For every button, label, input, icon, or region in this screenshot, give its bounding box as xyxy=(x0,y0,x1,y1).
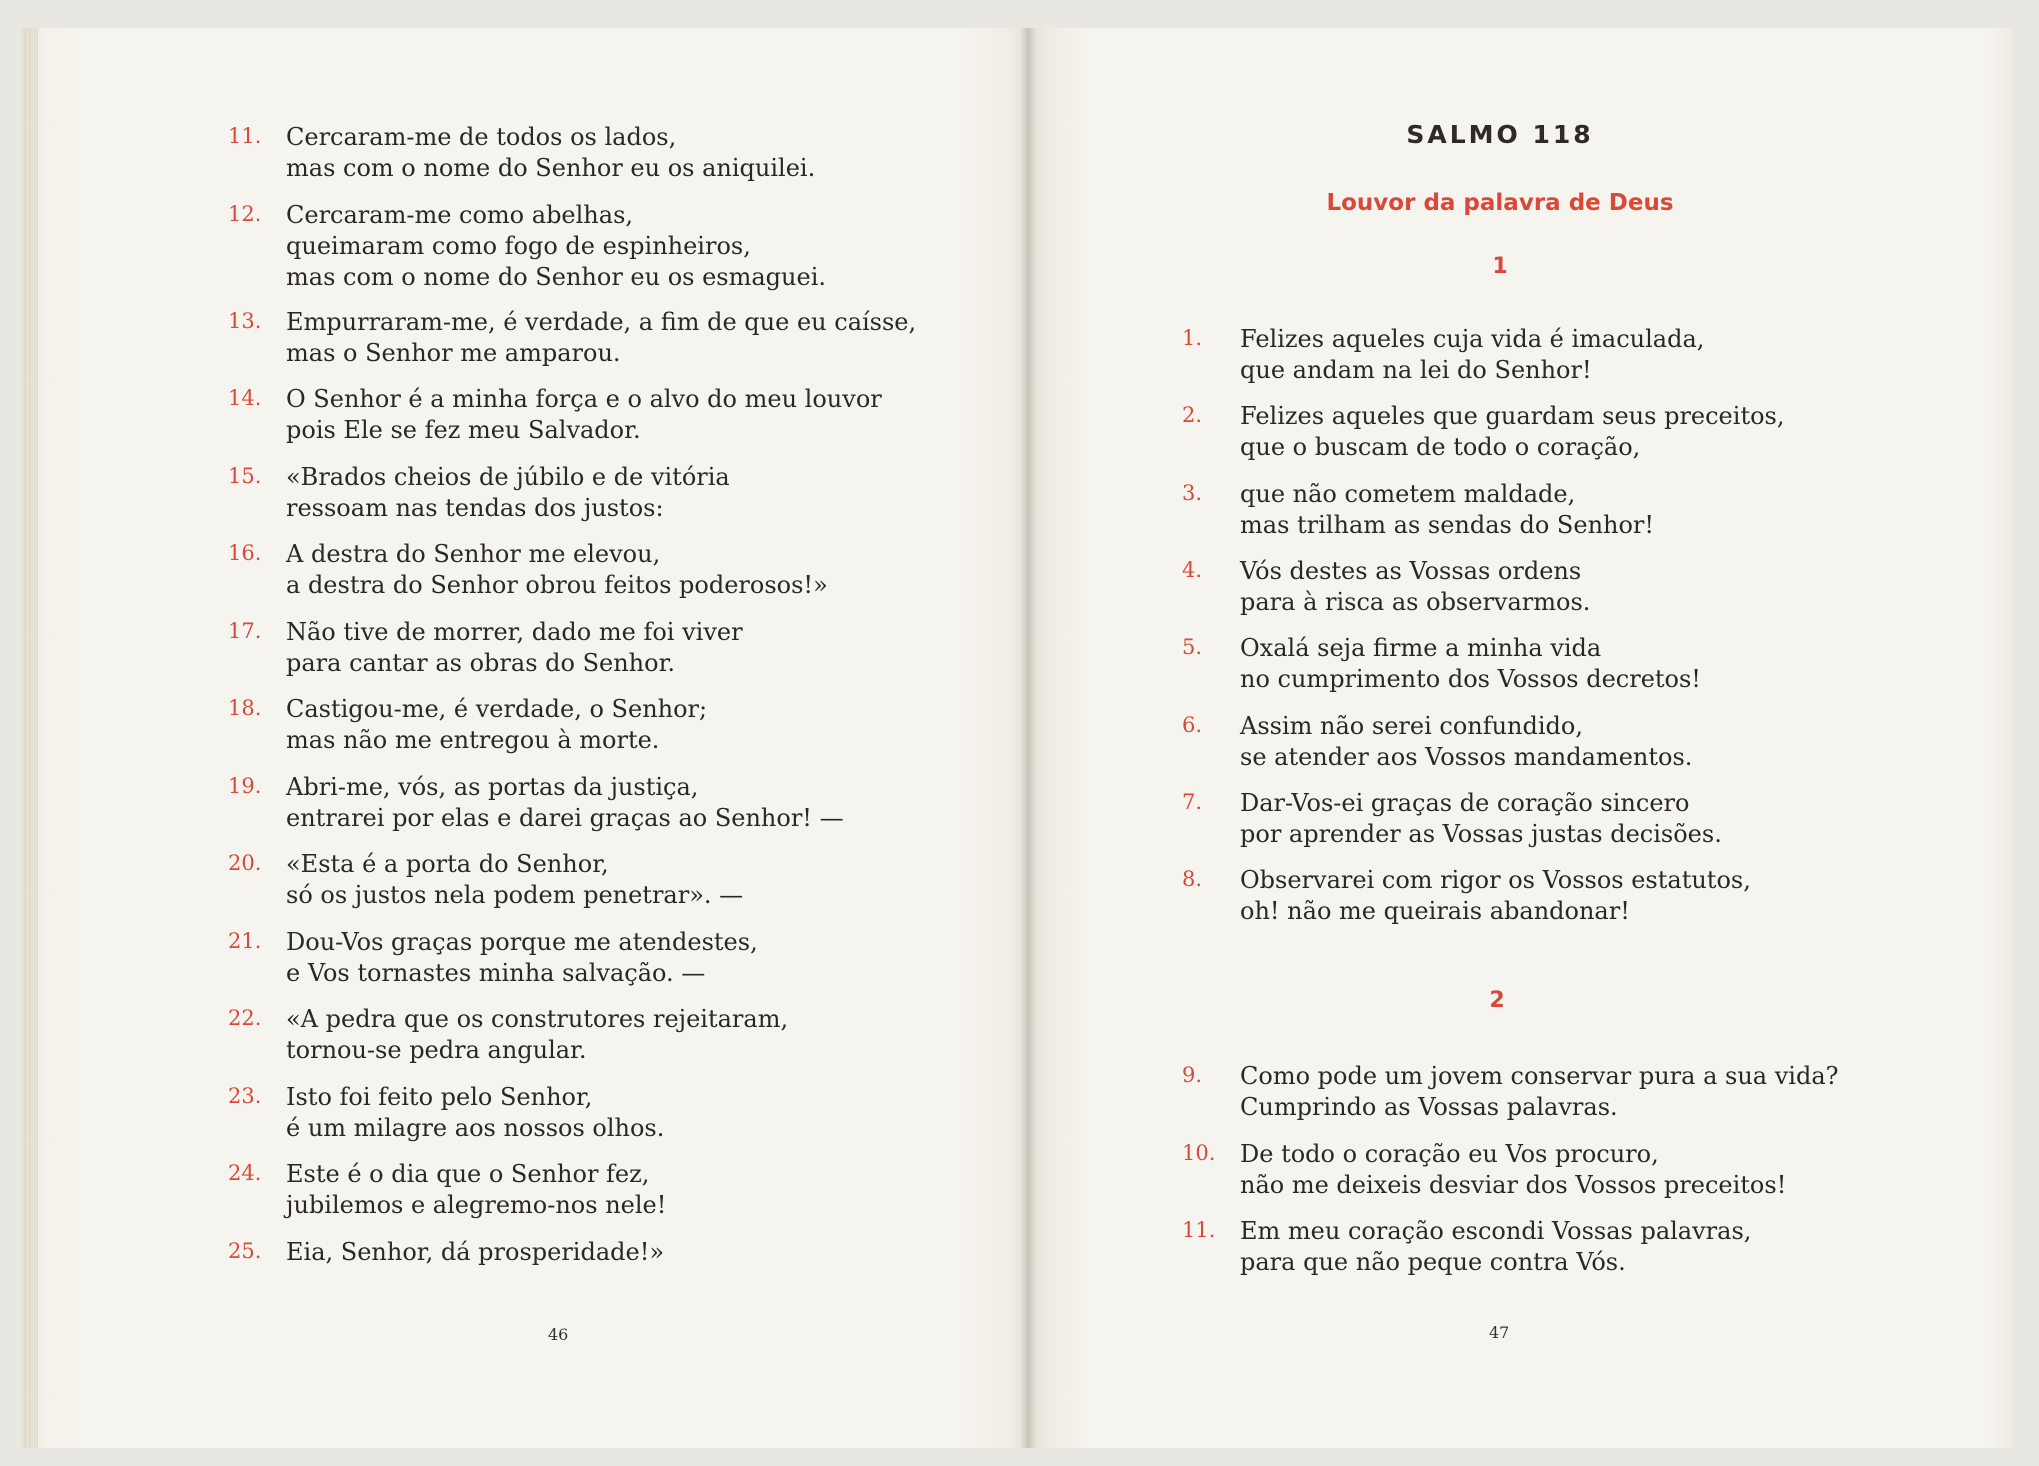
right-page-number: 47 xyxy=(1489,1323,1510,1342)
verse-line: Em meu coração escondi Vossas palavras, xyxy=(1240,1217,1752,1245)
verse-line: Este é o dia que o Senhor fez, xyxy=(286,1160,650,1188)
verse-line: Observarei com rigor os Vossos estatutos, xyxy=(1240,866,1751,895)
verse-number: 7. xyxy=(1182,789,1203,814)
verse-number: 17. xyxy=(228,618,262,643)
verse-number: 12. xyxy=(228,201,262,226)
verse-line: mas trilham as sendas do Senhor! xyxy=(1240,510,1655,539)
verse-number: 15. xyxy=(228,463,262,488)
psalm-subtitle: Louvor da palavra de Deus xyxy=(1326,190,1674,216)
verse-number: 23. xyxy=(228,1083,262,1108)
verse-number: 11. xyxy=(228,124,262,148)
verse-text xyxy=(286,1004,788,1066)
verse-line: pois Ele se fez meu Salvador. xyxy=(286,416,641,444)
verse-line: só os justos nela podem penetrar». — xyxy=(286,881,744,909)
verse-line: Castigou-me, é verdade, o Senhor; xyxy=(286,695,708,723)
verse-line: mas com o nome do Senhor eu os esmaguei. xyxy=(286,262,827,291)
verse-text xyxy=(286,539,828,601)
verse-line: tornou-se pedra angular. xyxy=(286,1036,587,1064)
verse-text xyxy=(286,617,743,679)
verse-line: que andam na lei do Senhor! xyxy=(1240,356,1592,384)
verse-line: por aprender as Vossas justas decisões. xyxy=(1240,819,1722,848)
verse-number: 9. xyxy=(1182,1063,1203,1087)
verse-line: Isto foi feito pelo Senhor, xyxy=(286,1082,593,1111)
verse-line: é um milagre aos nossos olhos. xyxy=(286,1113,665,1142)
verse-number: 24. xyxy=(228,1161,262,1185)
verse-line: mas com o nome do Senhor eu os aniquilei. xyxy=(286,154,816,182)
verse-line: oh! não me queirais abandonar! xyxy=(1240,897,1630,926)
verse-number: 25. xyxy=(228,1238,262,1263)
verse-line: «Esta é a porta do Senhor, xyxy=(286,850,609,878)
verse-line: mas o Senhor me amparou. xyxy=(286,338,621,367)
verse-line: mas não me entregou à morte. xyxy=(286,726,660,754)
verse-line: não me deixeis desviar dos Vossos preceitos! xyxy=(1240,1170,1787,1199)
verse-number: 1. xyxy=(1182,326,1203,350)
verse-line: para que não peque contra Vós. xyxy=(1240,1248,1626,1276)
verse-number: 6. xyxy=(1182,712,1203,737)
verse-text xyxy=(1240,711,1692,773)
verse-text xyxy=(1240,865,1751,927)
verse-line: Cercaram-me como abelhas, xyxy=(286,200,634,229)
verse-line: Oxalá seja firme a minha vida xyxy=(1240,634,1602,663)
verse-line: Dou-Vos graças porque me atendestes, xyxy=(286,927,758,956)
verse-line: A destra do Senhor me elevou, xyxy=(286,540,661,568)
verse-number: 16. xyxy=(228,541,262,565)
verse-line: Não tive de morrer, dado me foi viver xyxy=(286,617,743,646)
verse-number: 10. xyxy=(1182,1140,1216,1165)
verse-number: 13. xyxy=(228,308,262,333)
verse-line: que o buscam de todo o coração, xyxy=(1240,433,1641,462)
verse-line: jubilemos e alegremo-nos nele! xyxy=(286,1191,667,1219)
verse-text xyxy=(286,462,730,524)
psalm-title: SALMO 118 xyxy=(1406,120,1594,149)
verse-number: 18. xyxy=(228,696,262,720)
verse-number: 5. xyxy=(1182,635,1203,660)
verse-text xyxy=(1240,788,1722,850)
verse-text xyxy=(1240,633,1701,695)
verse-line: Assim não serei confundido, xyxy=(1240,711,1583,740)
verse-text xyxy=(1240,401,1784,463)
verse-line: O Senhor é a minha força e o alvo do meu louvor xyxy=(286,385,882,413)
verse-line: que não cometem maldade, xyxy=(1240,479,1576,508)
verse-line: Abri-me, vós, as portas da justiça, xyxy=(286,772,699,801)
verse-text xyxy=(286,1237,664,1268)
verse-text xyxy=(1240,1216,1751,1278)
verse-line: para à risca as observarmos. xyxy=(1240,587,1591,616)
verse-text xyxy=(286,122,815,184)
verse-line: Empurraram-me, é verdade, a fim de que eu caísse, xyxy=(286,307,917,336)
verse-text xyxy=(1240,1139,1786,1201)
verse-text xyxy=(1240,324,1704,386)
verse-number: 21. xyxy=(228,928,262,953)
verse-number: 3. xyxy=(1182,480,1203,505)
verse-number: 19. xyxy=(228,773,262,798)
verse-number: 4. xyxy=(1182,557,1203,582)
verse-line: se atender aos Vossos mandamentos. xyxy=(1240,742,1693,771)
verse-number: 8. xyxy=(1182,867,1203,892)
verse-line: Dar-Vos-ei graças de coração sincero xyxy=(1240,788,1690,817)
verse-line: e Vos tornastes minha salvação. — xyxy=(286,958,706,987)
verse-number: 14. xyxy=(228,386,262,410)
section-number-2: 2 xyxy=(1489,988,1505,1013)
verse-text xyxy=(286,927,758,989)
verse-text xyxy=(286,1082,664,1144)
left-page-number: 46 xyxy=(548,1325,569,1344)
verse-line: De todo o coração eu Vos procuro, xyxy=(1240,1139,1659,1168)
verse-line: «Brados cheios de júbilo e de vitória xyxy=(286,462,730,491)
verse-number: 20. xyxy=(228,851,262,875)
verse-line: Como pode um jovem conservar pura a sua vida? xyxy=(1240,1062,1839,1090)
verse-line: Vós destes as Vossas ordens xyxy=(1240,556,1582,585)
verse-number: 22. xyxy=(228,1006,262,1030)
book-gutter xyxy=(1020,28,1036,1448)
verse-text xyxy=(286,772,844,834)
verse-text xyxy=(286,694,707,756)
verse-text xyxy=(1240,556,1590,618)
verse-text xyxy=(1240,1061,1839,1123)
verse-number: 11. xyxy=(1182,1218,1216,1242)
verse-line: Eia, Senhor, dá prosperidade!» xyxy=(286,1237,665,1266)
verse-line: Felizes aqueles que guardam seus preceitos, xyxy=(1240,402,1785,431)
verse-line: para cantar as obras do Senhor. xyxy=(286,648,676,677)
page-edges xyxy=(22,28,38,1448)
verse-text xyxy=(286,384,882,446)
verse-line: Cercaram-me de todos os lados, xyxy=(286,123,677,151)
verse-text xyxy=(286,200,826,293)
verse-line: entrarei por elas e darei graças ao Senhor! — xyxy=(286,803,844,832)
verse-text xyxy=(1240,479,1654,541)
verse-line: ressoam nas tendas dos justos: xyxy=(286,493,664,522)
verse-line: a destra do Senhor obrou feitos poderosos!» xyxy=(286,571,828,599)
verse-text xyxy=(286,1159,666,1221)
verse-line: Felizes aqueles cuja vida é imaculada, xyxy=(1240,325,1705,353)
verse-number: 2. xyxy=(1182,403,1203,428)
verse-line: «A pedra que os construtores rejeitaram, xyxy=(286,1005,789,1033)
verse-line: queimaram como fogo de espinheiros, xyxy=(286,231,751,260)
verse-line: Cumprindo as Vossas palavras. xyxy=(1240,1093,1618,1121)
verse-text xyxy=(286,307,916,369)
section-number-1: 1 xyxy=(1492,254,1508,279)
verse-text xyxy=(286,849,743,911)
verse-line: no cumprimento dos Vossos decretos! xyxy=(1240,665,1701,694)
